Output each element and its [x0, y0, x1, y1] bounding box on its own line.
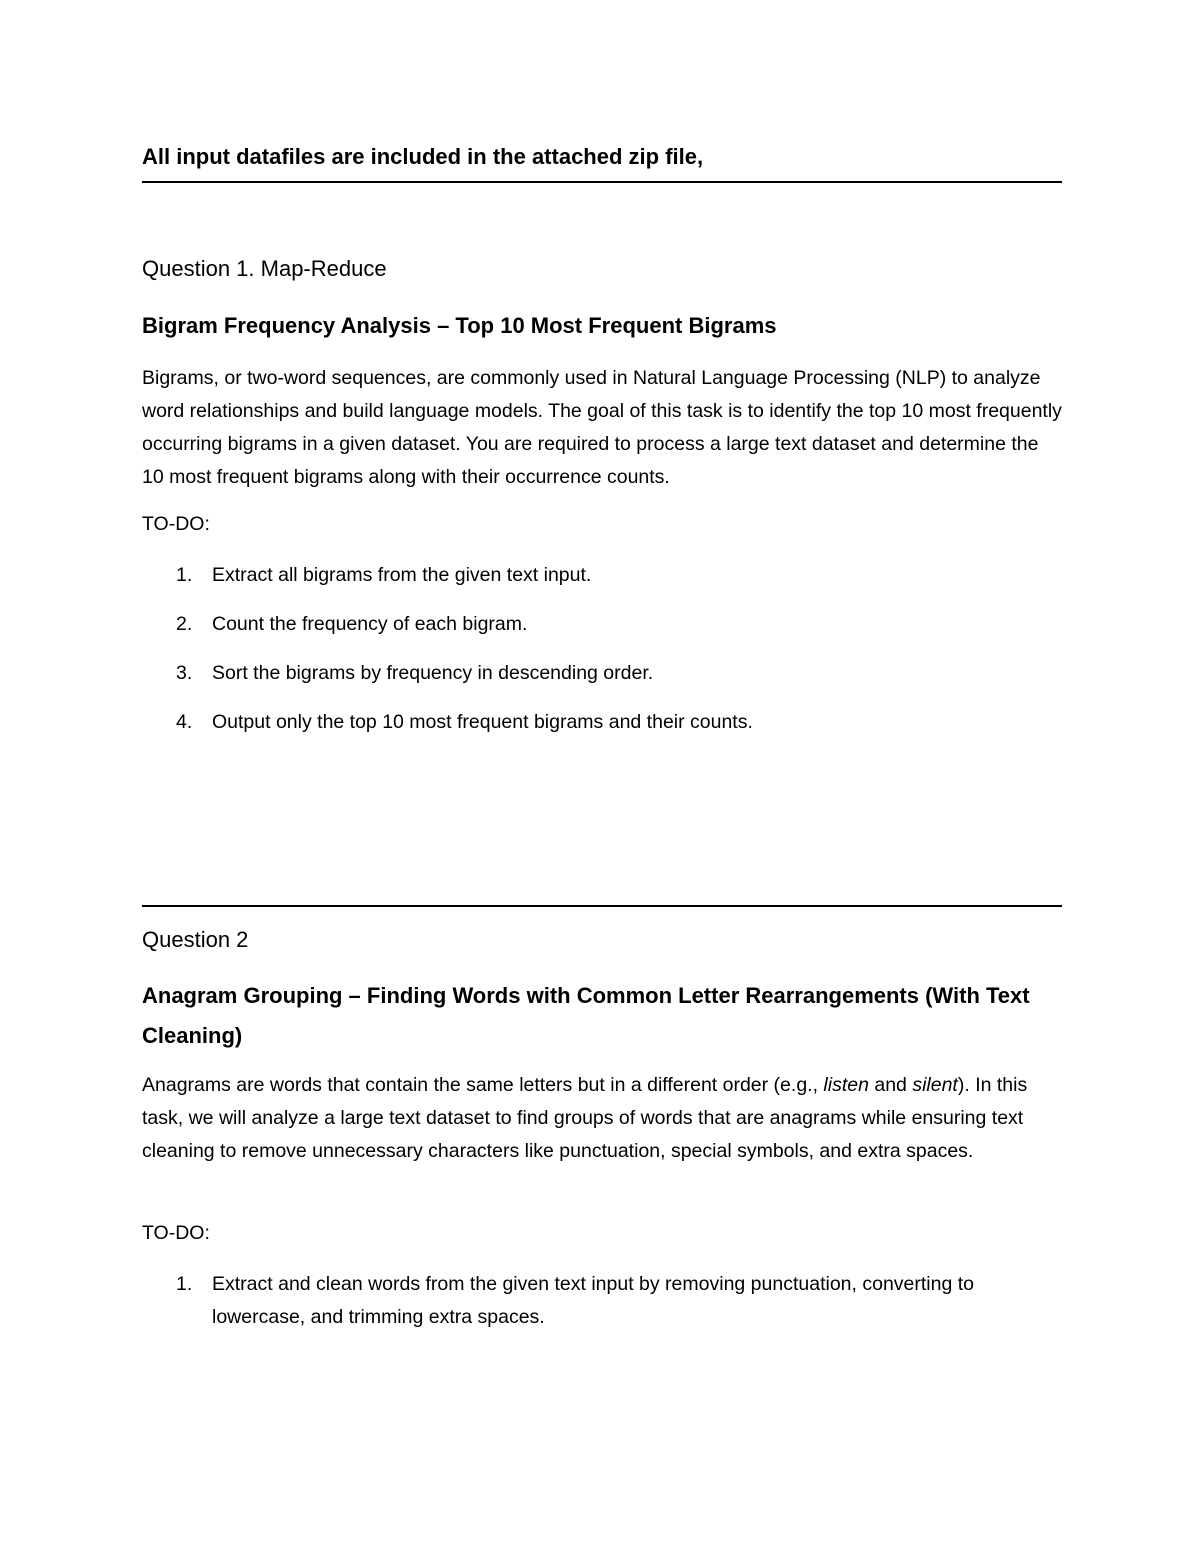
question-2-label: Question 2 — [142, 927, 249, 952]
description-text: ). In this task, we will analyze a large text dataset to find groups of words that are anagrams while ensuring text cleaning to remove unnecessary characters like punctuation, special symbols, and extra spaces. — [142, 1074, 1028, 1162]
document-header-title: All input datafiles are included in the attached zip file, — [142, 144, 704, 169]
section-divider — [142, 905, 1062, 907]
list-text: Extract all bigrams from the given text input. — [212, 564, 592, 586]
question-2-subtitle: Anagram Grouping – Finding Words with Common Letter Rearrangements (With Text Cleaning) — [142, 983, 1030, 1048]
question-1-todo-item — [142, 559, 1062, 592]
list-text: Output only the top 10 most frequent bigrams and their counts. — [212, 711, 753, 733]
question-1-subtitle: Bigram Frequency Analysis – Top 10 Most Frequent Bigrams — [142, 313, 777, 338]
list-text: Extract and clean words from the given text input by removing punctuation, converting to lowercase, and trimming extra spaces. — [212, 1273, 974, 1328]
question-1-todo-label: TO-DO: — [142, 513, 210, 535]
question-1-todo-item — [142, 608, 1062, 641]
question-1-todo-item — [142, 657, 1062, 690]
description-text: Anagrams are words that contain the same letters but in a different order (e.g., — [142, 1074, 824, 1096]
example-word-silent: silent — [912, 1074, 958, 1096]
example-word-listen: listen — [823, 1074, 869, 1096]
list-number: 2. — [176, 613, 193, 635]
list-number: 1. — [176, 1273, 193, 1295]
list-number: 1. — [176, 564, 193, 586]
list-number: 3. — [176, 662, 193, 684]
description-text: and — [868, 1074, 913, 1096]
question-2-todo-item — [142, 1268, 1062, 1334]
header-divider — [142, 181, 1062, 183]
list-number: 4. — [176, 711, 193, 733]
question-2-description — [142, 1069, 1062, 1168]
question-1-label: Question 1. Map-Reduce — [142, 256, 387, 281]
list-text: Sort the bigrams by frequency in descending order. — [212, 662, 654, 684]
question-1-todo-item — [142, 706, 1062, 739]
question-1-description: Bigrams, or two-word sequences, are commonly used in Natural Language Processing (NLP) to analyze word relationships and build language models. The goal of this task is to identify the top 10 most frequently occurring bigrams in a given dataset. You are required to process a large text dataset and determine the 10 most frequent bigrams along with their occurrence counts. — [142, 367, 1062, 488]
list-text: Count the frequency of each bigram. — [212, 613, 528, 635]
question-2-todo-label: TO-DO: — [142, 1222, 210, 1244]
